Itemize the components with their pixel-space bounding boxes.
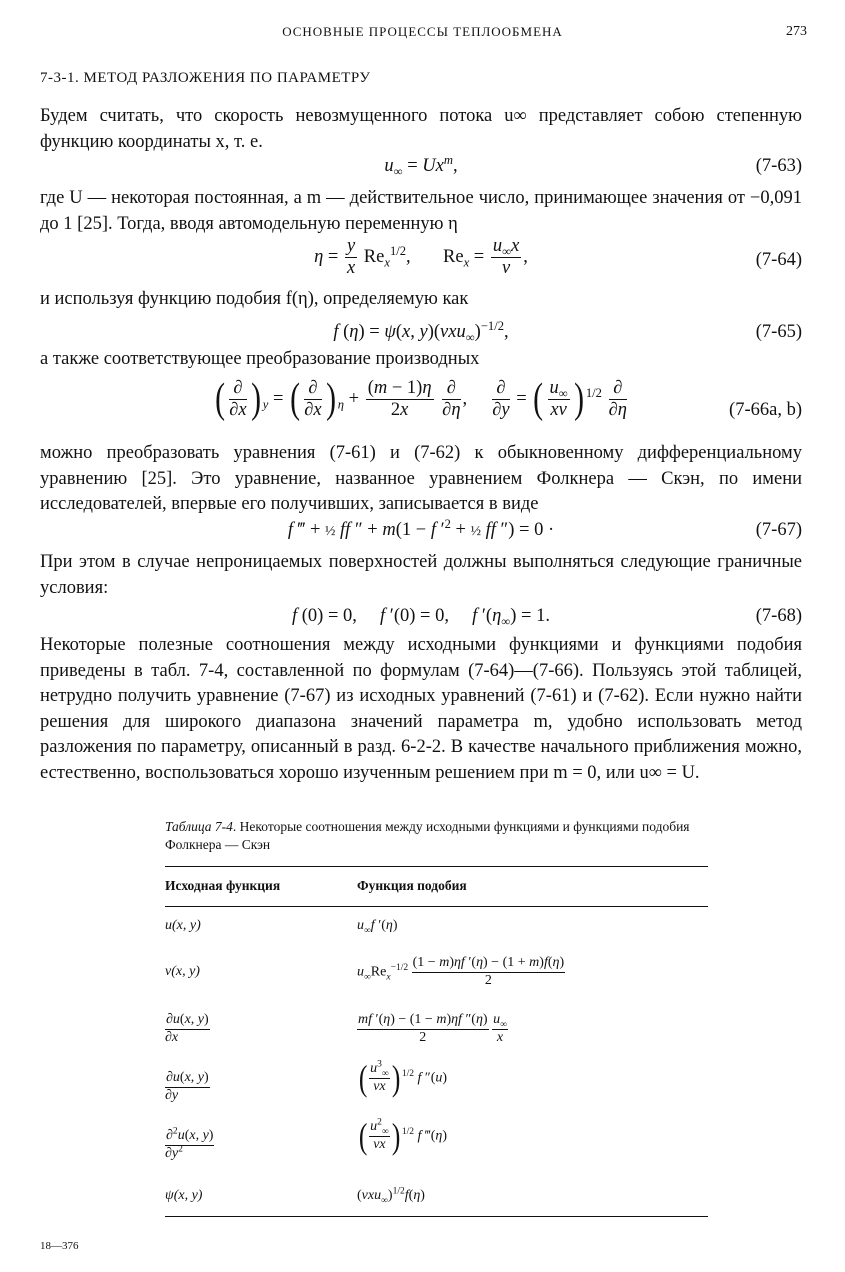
table-top-rule — [165, 866, 708, 867]
equation-number: (7-68) — [755, 606, 802, 626]
equation-7-65: f (η) = ψ(x, $y)(\nu xu_\infty)^{-1/2}$, (7-65) — [333, 318, 802, 345]
table-row: $u_\infty Re_x^{-1/2}$ $\frac{(1 - m)\eta f '(\eta) - (1 + m)f(\eta)}{2}$ — [357, 955, 565, 988]
paragraph-2: где U — некоторая постоянная, а m — действительное число, принимающее значения от −0,091 до 1 [25]. Тогда, вводя автомодельную переменную η — [40, 188, 802, 234]
equation-number: (7-64) — [755, 250, 802, 270]
table-row: ψ(x, y) — [165, 1188, 203, 1203]
paragraph-7: Некоторые полезные соотношения между исходными функциями и функциями подобия приведены в табл. 7-4, составленной по формулам (7-64)—(7-66). Пользуясь этой таблицей, нетрудно получить уравнение (7-67) из исходных уравнений (7-61) и (7-62). Если нужно найти решения для широкого диапазона значений параметра m, удобно использовать метод разложения по параметру, описанный в разд. 6-2-2. В качестве начального приближения можно, естественно, воспользоваться хорошо изученным решением при m = 0, или u∞ = U. — [40, 635, 802, 783]
printer-signature: 18—376 — [40, 1240, 79, 1252]
table-row: ( $\frac{u^2_\infty}{\nu x}$ ) $^{1/2}$ f ‴(η) — [358, 1116, 447, 1156]
table-row: $\frac{\partial u(x, y)}{\partial x}$ — [165, 1012, 209, 1045]
equation-7-63: $u_\infty = Ux^m$, (7-63) — [384, 152, 802, 179]
table-caption-text: . Некоторые соотношения между исходными функциями и функциями подобия Фолкнера — Скэн — [165, 819, 690, 852]
equation-number: (7-65) — [755, 322, 802, 342]
table-row: $u_\infty f$ ′(η) — [357, 918, 398, 936]
table-row: u(x, y) — [165, 918, 201, 933]
page-number: 273 — [786, 24, 807, 39]
running-title: ОСНОВНЫЕ ПРОЦЕССЫ ТЕПЛООБМЕНА — [282, 24, 563, 39]
paragraph-3: и используя функцию подобия f(η), определяемую как — [40, 289, 469, 309]
table-row: $\frac{mf '(\eta) - (1 - m)\eta f ''(\eta)}{2}$ $\frac{u_\infty}{x}$ — [358, 1012, 507, 1045]
table-row: $\frac{\partial u(x, y)}{\partial y}$ — [165, 1070, 209, 1103]
table-header-similarity: Функция подобия — [357, 878, 467, 893]
equation-7-66: ( $\frac{\partial}{\partial x}$ ) $_y$ = ( $\frac{\partial}{\partial x}$ ) $_\eta$ + $\frac{(m - 1)\eta}{2x}$ $\frac{\partial}{\partial\eta}$ , $\frac{\partial}{\partial y}$ = ( $\frac{u_\infty}{x\nu}$ ) $^{1/2}$ $\frac{\partial}{\partial\eta}$ (7-66a, b) — [215, 375, 802, 423]
section-title: 7-3-1. МЕТОД РАЗЛОЖЕНИЯ ПО ПАРАМЕТРУ — [40, 70, 371, 86]
table-caption-label: Таблица 7-4 — [165, 819, 233, 834]
table-row: $\frac{\partial^2u(x, y)}{\partial y^2}$ — [165, 1126, 214, 1161]
table-header-source: Исходная функция — [165, 878, 281, 893]
paragraph-5: можно преобразовать уравнения (7-61) и (7-62) к обыкновенному дифференциальному уравнению [25]. Это уравнение, названное уравнением Фолкнера — Скэн, по имени исследователей, впервые его получивших, записывается в виде — [40, 443, 802, 514]
equation-number: (7-67) — [755, 520, 802, 540]
equation-7-68: f (0) = 0, f ′(0) = 0, f $'(\eta_\infty) = 1$. (7-68) — [292, 606, 802, 629]
table-row: ( $\frac{u^3_\infty}{\nu x}$ ) $^{1/2}$ f ″(u) — [358, 1058, 448, 1098]
table-caption — [165, 818, 725, 854]
equation-number: (7-63) — [755, 156, 802, 176]
table-header-rule — [165, 906, 708, 907]
table-row: v(x, y) — [165, 964, 200, 979]
table-row: $(\nu xu_\infty)^{1/2}f(\eta)$ — [357, 1186, 425, 1206]
table-bottom-rule — [165, 1216, 708, 1217]
paragraph-4: а также соответствующее преобразование производных — [40, 349, 480, 369]
paragraph-6: При этом в случае непроницаемых поверхностей должны выполняться следующие граничные условия: — [40, 552, 802, 598]
equation-7-64: η = $\frac{y}{x}$ $Re_x^{1/2}$, $Re_x$ = $\frac{u_\infty x}{\nu}$ , (7-64) — [314, 236, 802, 279]
paragraph-1: Будем считать, что скорость невозмущенного потока u∞ представляет собою степенную функцию координаты x, т. е. — [40, 106, 802, 152]
equation-number: (7-66a, b) — [729, 400, 802, 420]
equation-7-67: f ‴ + ½ ff ″ + m(1 − f $'^2$ + ½ ff ″) = 0 · (7-67) — [287, 516, 802, 540]
